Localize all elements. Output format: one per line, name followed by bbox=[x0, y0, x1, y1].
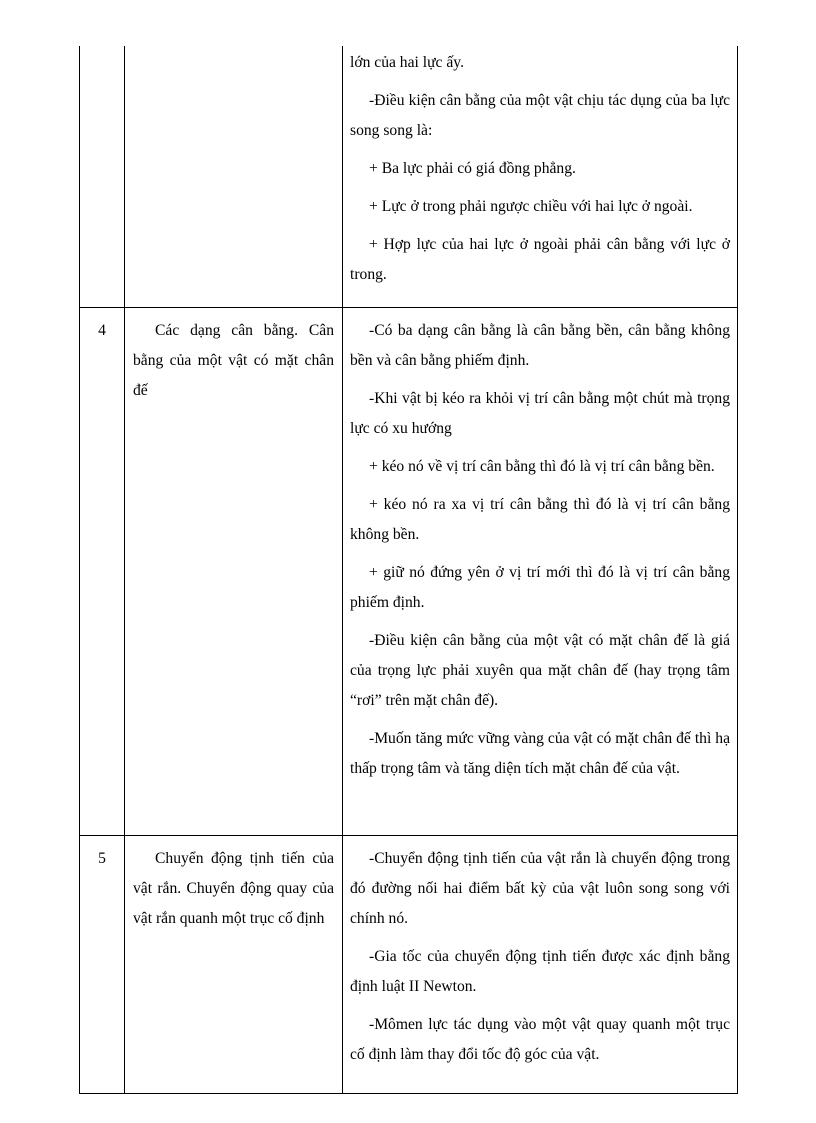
row-number-cell: 4 bbox=[80, 308, 125, 836]
row-number-cell bbox=[80, 46, 125, 308]
table-row bbox=[80, 46, 738, 308]
table-row bbox=[80, 836, 738, 1094]
content-paragraph: + giữ nó đứng yên ở vị trí mới thì đó là vị trí cân bằng phiếm định. bbox=[350, 564, 730, 611]
content-paragraph: + Hợp lực của hai lực ở ngoài phải cân bằng với lực ở trong. bbox=[350, 236, 730, 283]
row-content-cell bbox=[343, 308, 738, 836]
row-topic: Chuyển động tịnh tiến của vật rắn. Chuyển động quay của vật rắn quanh một trục cố định bbox=[133, 850, 334, 927]
content-paragraph: -Điều kiện cân bằng của một vật chịu tác dụng của ba lực song song là: bbox=[350, 92, 730, 139]
row-topic-cell bbox=[125, 308, 343, 836]
row-content-cell bbox=[343, 46, 738, 308]
content-paragraph: -Mômen lực tác dụng vào một vật quay quanh một trục cố định làm thay đổi tốc độ góc của vật. bbox=[350, 1016, 730, 1063]
content-paragraph: -Gia tốc của chuyển động tịnh tiến được xác định bằng định luật II Newton. bbox=[350, 948, 730, 995]
row-number-cell: 5 bbox=[80, 836, 125, 1094]
content-paragraph: -Muốn tăng mức vững vàng của vật có mặt chân đế thì hạ thấp trọng tâm và tăng diện tích mặt chân đế của vật. bbox=[350, 730, 730, 777]
content-paragraph: -Có ba dạng cân bằng là cân bằng bền, cân bằng không bền và cân bằng phiếm định. bbox=[350, 322, 730, 369]
content-paragraph: + kéo nó ra xa vị trí cân bằng thì đó là vị trí cân bằng không bền. bbox=[350, 496, 730, 543]
content-table bbox=[79, 46, 738, 1094]
row-topic-cell bbox=[125, 836, 343, 1094]
content-paragraph: lớn của hai lực ấy. bbox=[350, 54, 464, 71]
table-row bbox=[80, 308, 738, 836]
content-paragraph: -Chuyển động tịnh tiến của vật rắn là chuyển động trong đó đường nối hai điểm bất kỳ của vật luôn song song với chính nó. bbox=[350, 850, 730, 927]
row-content-cell bbox=[343, 836, 738, 1094]
content-paragraph: + kéo nó về vị trí cân bằng thì đó là vị trí cân bằng bền. bbox=[369, 458, 715, 475]
row-topic: Các dạng cân bằng. Cân bằng của một vật có mặt chân đế bbox=[133, 322, 334, 399]
content-paragraph: -Khi vật bị kéo ra khỏi vị trí cân bằng một chút mà trọng lực có xu hướng bbox=[350, 390, 730, 437]
content-paragraph: -Điều kiện cân bằng của một vật có mặt chân đế là giá của trọng lực phải xuyên qua mặt chân đế (hay trọng tâm “rơi” trên mặt chân đế). bbox=[350, 632, 730, 709]
content-paragraph: + Lực ở trong phải ngược chiều với hai lực ở ngoài. bbox=[369, 198, 693, 215]
content-paragraph: + Ba lực phải có giá đồng phẳng. bbox=[369, 160, 576, 177]
row-topic-cell bbox=[125, 46, 343, 308]
